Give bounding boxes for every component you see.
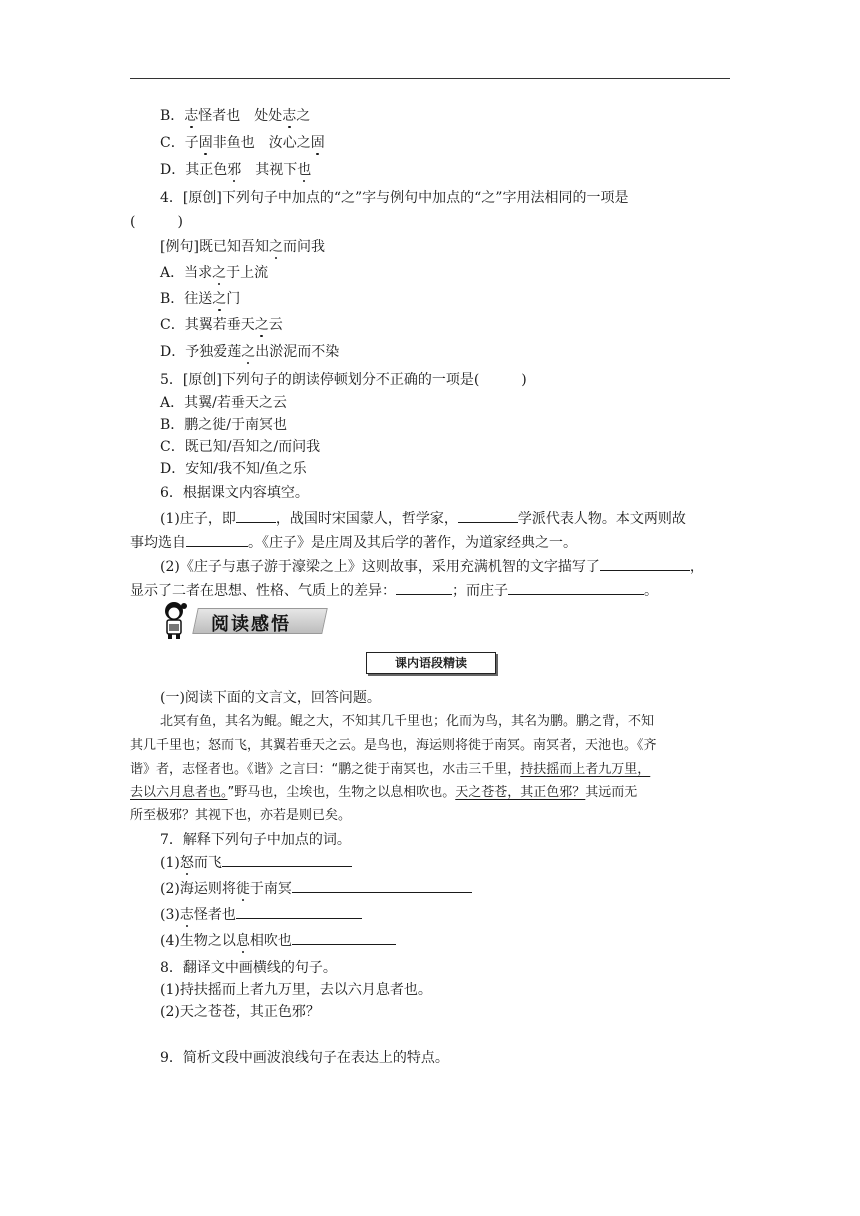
emphasis-char: 怒: [179, 855, 194, 871]
underlined-sentence: 持扶摇而上者九万里，: [520, 762, 651, 777]
fill-blank[interactable]: [508, 580, 644, 595]
answer-line[interactable]: [292, 930, 396, 945]
banner-title: 阅读感悟: [211, 614, 291, 635]
reading-intro: (一)阅读下面的文言文，回答问题。: [160, 690, 381, 706]
q4-stem: 4．[原创]下列句子中加点的“之”字与例句中加点的“之”字用法相同的一项是: [160, 190, 629, 206]
answer-line[interactable]: [236, 904, 362, 919]
q5-stem: 5．[原创]下列句子的朗读停顿划分不正确的一项是( ): [160, 372, 527, 388]
q7-item-2: [160, 878, 472, 899]
underlined-sentence: 去以六月息者也。: [130, 785, 228, 800]
fill-blank[interactable]: [396, 580, 452, 595]
passage-line-1: 北冥有鱼，其名为鲲。鲲之大，不知其几千里也；化而为鸟，其名为鹏。鹏之背，不知: [160, 714, 655, 729]
passage-text: ”野马也，尘埃也，生物之以息相吹也。: [227, 785, 456, 800]
q4-option-b: B．往送之门: [160, 291, 241, 307]
example-label: [例句]: [160, 239, 199, 255]
passage-line-3: [130, 760, 650, 780]
q3-option-d: D．其正色邪 其视下也: [160, 162, 312, 178]
q6-line-2: [130, 532, 577, 553]
emphasis-char: 志: [179, 907, 194, 923]
emphasis-char: 徙: [235, 881, 250, 897]
q6-text: ；而庄子: [452, 583, 508, 599]
passage-text: 谐》者，志怪者也。《谐》之言曰：“鹏之徙于南冥也，水击三千里，: [130, 762, 521, 777]
fill-blank[interactable]: [186, 532, 248, 547]
subsection-title: 课内语段精读: [366, 652, 496, 674]
section-banner: [155, 600, 330, 640]
emphasis-char: 之: [212, 291, 227, 307]
q3-option-b: B．志怪者也 处处志之: [160, 108, 311, 124]
q6-line-4: [130, 580, 658, 601]
q6-text: (1)庄子，即: [160, 511, 236, 527]
fill-blank[interactable]: [458, 508, 518, 523]
passage-text: 其远而无: [585, 785, 638, 800]
emphasis-char: 之: [254, 317, 269, 333]
passage-line-4: [130, 783, 637, 803]
q6-line-3: (2)《庄子与惠子游于濠梁之上》这则故事，采用充满机智的文字描写了 ，: [160, 556, 704, 577]
q4-option-d: D．予独爱莲之出淤泥而不染: [160, 344, 340, 360]
q6-text: 。《庄子》是庄周及其后学的著作，为道家经典之一。: [248, 535, 577, 551]
q7-item-text: (1)怒而飞: [160, 855, 222, 871]
emphasis-char: 固: [198, 135, 213, 151]
q4-answer-bracket: ( ): [130, 214, 183, 230]
emphasis-char: 固: [310, 135, 325, 151]
underlined-sentence: 天之苍苍，其正色邪？: [455, 785, 586, 800]
q7-item-text: (4)生物之以息相吹也: [160, 933, 292, 949]
q6-line-1: [160, 508, 686, 529]
answer-line[interactable]: [222, 852, 352, 867]
q6-text: 。: [644, 583, 658, 599]
emphasis-char: 之: [212, 265, 227, 281]
emphasis-char: 之: [268, 239, 283, 255]
q7-item-1: [160, 852, 352, 873]
passage-line-2: 其几千里也；怒而飞，其翼若垂天之云。是鸟也，海运则将徙于南冥。南冥者，天池也。《齐: [130, 738, 657, 753]
q7-item-text: (2)海运则将徙于南冥: [160, 881, 292, 897]
q6-text: (2)《庄子与惠子游于濠梁之上》这则故事，采用充满机智的文字描写了: [160, 559, 600, 575]
q6-text: ，战国时宋国蒙人，哲学家，: [275, 511, 458, 527]
emphasis-char: 之: [241, 344, 256, 360]
q6-stem: 6．根据课文内容填空。: [160, 485, 309, 501]
fill-blank[interactable]: [600, 556, 690, 571]
q7-item-3: [160, 904, 362, 925]
q4-example: [160, 237, 325, 257]
q7-item-text: (3)志怪者也: [160, 907, 236, 923]
q5-option-d: D．安知/我不知/鱼之乐: [160, 461, 307, 477]
q4-option-a: A．当求之于上流: [160, 265, 269, 281]
q8-item-1: (1)持扶摇而上者九万里，去以六月息者也。: [160, 982, 432, 998]
q6-text: 学派代表人物。本文两则故: [517, 511, 686, 527]
fill-blank[interactable]: [236, 508, 276, 523]
q5-option-c: C．既已知/吾知之/而问我: [160, 439, 321, 455]
q8-stem: 8．翻译文中画横线的句子。: [160, 960, 337, 976]
emphasis-char: 也: [297, 162, 312, 178]
q7-stem: 7．解释下列句子中加点的词。: [160, 832, 351, 848]
emphasis-char: 志: [184, 108, 199, 124]
example-sentence: 既已知吾知之而问我: [198, 239, 325, 255]
q3-option-c: C．子固非鱼也 汝心之固: [160, 135, 325, 151]
emphasis-char: 志: [282, 108, 297, 124]
header-rule: [130, 78, 730, 79]
q9-stem: 9．简析文段中画波浪线句子在表达上的特点。: [160, 1050, 449, 1066]
q5-option-a: A．其翼/若垂天之云: [160, 395, 287, 411]
emphasis-char: 息: [235, 933, 250, 949]
q8-item-2: (2)天之苍苍，其正色邪？: [160, 1004, 320, 1020]
q4-option-c: C．其翼若垂天之云: [160, 317, 283, 333]
q6-text: 显示了二者在思想、性格、气质上的差异：: [130, 583, 396, 599]
passage-line-5: 所至极邪？其视下也，亦若是则已矣。: [130, 808, 352, 823]
answer-line[interactable]: [292, 878, 472, 893]
q6-text: 事均选自: [130, 535, 186, 551]
emphasis-char: 邪: [227, 162, 242, 178]
reading-girl-icon: [159, 600, 193, 640]
q5-option-b: B．鹏之徙/于南冥也: [160, 417, 288, 433]
q7-item-4: [160, 930, 396, 951]
